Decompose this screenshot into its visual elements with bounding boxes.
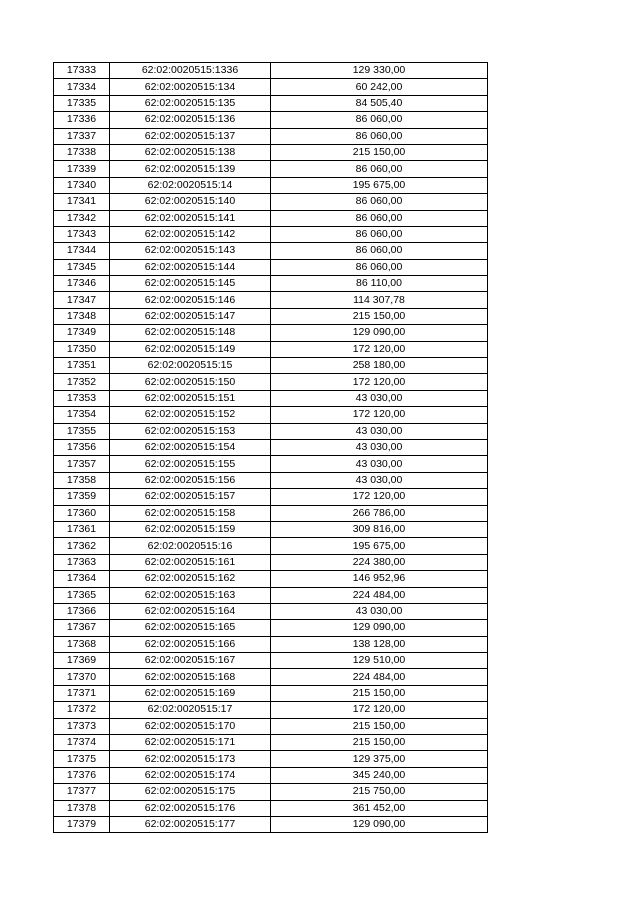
row-number-cell: 17352 xyxy=(54,374,110,390)
table-row xyxy=(54,144,488,160)
cadastral-number-cell: 62:02:0020515:154 xyxy=(110,439,271,455)
cadastral-number-cell: 62:02:0020515:1336 xyxy=(110,63,271,79)
cadastral-number-cell: 62:02:0020515:152 xyxy=(110,407,271,423)
cadastral-number-cell: 62:02:0020515:168 xyxy=(110,669,271,685)
table-row xyxy=(54,505,488,521)
value-cell: 215 150,00 xyxy=(271,718,488,734)
table-row xyxy=(54,603,488,619)
row-number-cell: 17366 xyxy=(54,603,110,619)
value-cell: 43 030,00 xyxy=(271,423,488,439)
cadastral-number-cell: 62:02:0020515:139 xyxy=(110,161,271,177)
value-cell: 129 375,00 xyxy=(271,751,488,767)
table-row xyxy=(54,259,488,275)
row-number-cell: 17368 xyxy=(54,636,110,652)
row-number-cell: 17358 xyxy=(54,472,110,488)
cadastral-number-cell: 62:02:0020515:156 xyxy=(110,472,271,488)
cadastral-number-cell: 62:02:0020515:147 xyxy=(110,308,271,324)
cadastral-number-cell: 62:02:0020515:15 xyxy=(110,358,271,374)
cadastral-number-cell: 62:02:0020515:173 xyxy=(110,751,271,767)
table-row xyxy=(54,439,488,455)
table-row xyxy=(54,161,488,177)
table-row xyxy=(54,472,488,488)
row-number-cell: 17372 xyxy=(54,702,110,718)
table-row xyxy=(54,816,488,832)
table-row xyxy=(54,636,488,652)
table-row xyxy=(54,423,488,439)
row-number-cell: 17370 xyxy=(54,669,110,685)
value-cell: 266 786,00 xyxy=(271,505,488,521)
row-number-cell: 17367 xyxy=(54,620,110,636)
cadastral-number-cell: 62:02:0020515:150 xyxy=(110,374,271,390)
value-cell: 114 307,78 xyxy=(271,292,488,308)
value-cell: 215 750,00 xyxy=(271,784,488,800)
cadastral-number-cell: 62:02:0020515:162 xyxy=(110,571,271,587)
cadastral-number-cell: 62:02:0020515:135 xyxy=(110,95,271,111)
value-cell: 146 952,96 xyxy=(271,571,488,587)
cadastral-number-cell: 62:02:0020515:167 xyxy=(110,653,271,669)
table-row xyxy=(54,456,488,472)
row-number-cell: 17344 xyxy=(54,243,110,259)
cadastral-number-cell: 62:02:0020515:140 xyxy=(110,194,271,210)
table-row xyxy=(54,177,488,193)
table-row xyxy=(54,292,488,308)
row-number-cell: 17342 xyxy=(54,210,110,226)
value-cell: 215 150,00 xyxy=(271,735,488,751)
row-number-cell: 17360 xyxy=(54,505,110,521)
row-number-cell: 17340 xyxy=(54,177,110,193)
cadastral-number-cell: 62:02:0020515:149 xyxy=(110,341,271,357)
table-row xyxy=(54,571,488,587)
value-cell: 138 128,00 xyxy=(271,636,488,652)
row-number-cell: 17334 xyxy=(54,79,110,95)
table-row xyxy=(54,669,488,685)
cadastral-number-cell: 62:02:0020515:163 xyxy=(110,587,271,603)
table-row xyxy=(54,226,488,242)
value-cell: 195 675,00 xyxy=(271,177,488,193)
row-number-cell: 17347 xyxy=(54,292,110,308)
cadastral-number-cell: 62:02:0020515:14 xyxy=(110,177,271,193)
row-number-cell: 17348 xyxy=(54,308,110,324)
value-cell: 84 505,40 xyxy=(271,95,488,111)
cadastral-number-cell: 62:02:0020515:136 xyxy=(110,112,271,128)
row-number-cell: 17333 xyxy=(54,63,110,79)
cadastral-value-table xyxy=(53,62,488,833)
cadastral-number-cell: 62:02:0020515:144 xyxy=(110,259,271,275)
value-cell: 86 060,00 xyxy=(271,128,488,144)
cadastral-number-cell: 62:02:0020515:137 xyxy=(110,128,271,144)
cadastral-number-cell: 62:02:0020515:17 xyxy=(110,702,271,718)
row-number-cell: 17354 xyxy=(54,407,110,423)
value-cell: 172 120,00 xyxy=(271,407,488,423)
cadastral-number-cell: 62:02:0020515:145 xyxy=(110,276,271,292)
table-row xyxy=(54,735,488,751)
cadastral-number-cell: 62:02:0020515:157 xyxy=(110,489,271,505)
row-number-cell: 17337 xyxy=(54,128,110,144)
cadastral-number-cell: 62:02:0020515:16 xyxy=(110,538,271,554)
row-number-cell: 17371 xyxy=(54,685,110,701)
value-cell: 86 060,00 xyxy=(271,194,488,210)
table-row xyxy=(54,407,488,423)
table-row xyxy=(54,128,488,144)
row-number-cell: 17365 xyxy=(54,587,110,603)
table-row xyxy=(54,210,488,226)
value-cell: 215 150,00 xyxy=(271,685,488,701)
table-row xyxy=(54,620,488,636)
table-row xyxy=(54,341,488,357)
value-cell: 172 120,00 xyxy=(271,374,488,390)
table-row xyxy=(54,194,488,210)
row-number-cell: 17373 xyxy=(54,718,110,734)
table-body xyxy=(54,63,488,833)
value-cell: 129 330,00 xyxy=(271,63,488,79)
table-row xyxy=(54,276,488,292)
value-cell: 224 380,00 xyxy=(271,554,488,570)
table-row xyxy=(54,751,488,767)
value-cell: 172 120,00 xyxy=(271,489,488,505)
row-number-cell: 17377 xyxy=(54,784,110,800)
cadastral-number-cell: 62:02:0020515:161 xyxy=(110,554,271,570)
table-row xyxy=(54,784,488,800)
row-number-cell: 17343 xyxy=(54,226,110,242)
value-cell: 129 090,00 xyxy=(271,620,488,636)
value-cell: 258 180,00 xyxy=(271,358,488,374)
value-cell: 172 120,00 xyxy=(271,341,488,357)
row-number-cell: 17355 xyxy=(54,423,110,439)
table-row xyxy=(54,308,488,324)
table-row xyxy=(54,554,488,570)
table-row xyxy=(54,374,488,390)
table-row xyxy=(54,63,488,79)
table-row xyxy=(54,702,488,718)
value-cell: 215 150,00 xyxy=(271,144,488,160)
value-cell: 43 030,00 xyxy=(271,603,488,619)
row-number-cell: 17363 xyxy=(54,554,110,570)
row-number-cell: 17364 xyxy=(54,571,110,587)
cadastral-number-cell: 62:02:0020515:151 xyxy=(110,390,271,406)
table-row xyxy=(54,79,488,95)
row-number-cell: 17357 xyxy=(54,456,110,472)
cadastral-number-cell: 62:02:0020515:142 xyxy=(110,226,271,242)
cadastral-number-cell: 62:02:0020515:171 xyxy=(110,735,271,751)
row-number-cell: 17356 xyxy=(54,439,110,455)
row-number-cell: 17335 xyxy=(54,95,110,111)
value-cell: 345 240,00 xyxy=(271,767,488,783)
row-number-cell: 17374 xyxy=(54,735,110,751)
table-row xyxy=(54,718,488,734)
table-row xyxy=(54,243,488,259)
value-cell: 86 060,00 xyxy=(271,161,488,177)
cadastral-number-cell: 62:02:0020515:174 xyxy=(110,767,271,783)
table-row xyxy=(54,390,488,406)
cadastral-number-cell: 62:02:0020515:158 xyxy=(110,505,271,521)
table-row xyxy=(54,685,488,701)
value-cell: 86 060,00 xyxy=(271,210,488,226)
value-cell: 361 452,00 xyxy=(271,800,488,816)
value-cell: 60 242,00 xyxy=(271,79,488,95)
row-number-cell: 17341 xyxy=(54,194,110,210)
cadastral-number-cell: 62:02:0020515:148 xyxy=(110,325,271,341)
cadastral-number-cell: 62:02:0020515:141 xyxy=(110,210,271,226)
cadastral-number-cell: 62:02:0020515:176 xyxy=(110,800,271,816)
cadastral-number-cell: 62:02:0020515:175 xyxy=(110,784,271,800)
row-number-cell: 17351 xyxy=(54,358,110,374)
row-number-cell: 17375 xyxy=(54,751,110,767)
row-number-cell: 17338 xyxy=(54,144,110,160)
value-cell: 43 030,00 xyxy=(271,456,488,472)
table-row xyxy=(54,112,488,128)
cadastral-number-cell: 62:02:0020515:153 xyxy=(110,423,271,439)
value-cell: 86 060,00 xyxy=(271,243,488,259)
value-cell: 224 484,00 xyxy=(271,669,488,685)
table-row xyxy=(54,800,488,816)
row-number-cell: 17339 xyxy=(54,161,110,177)
value-cell: 129 510,00 xyxy=(271,653,488,669)
row-number-cell: 17362 xyxy=(54,538,110,554)
cadastral-number-cell: 62:02:0020515:146 xyxy=(110,292,271,308)
value-cell: 129 090,00 xyxy=(271,816,488,832)
row-number-cell: 17350 xyxy=(54,341,110,357)
table-row xyxy=(54,358,488,374)
cadastral-number-cell: 62:02:0020515:159 xyxy=(110,521,271,537)
cadastral-number-cell: 62:02:0020515:134 xyxy=(110,79,271,95)
document-page xyxy=(53,62,487,833)
value-cell: 43 030,00 xyxy=(271,439,488,455)
value-cell: 86 110,00 xyxy=(271,276,488,292)
value-cell: 195 675,00 xyxy=(271,538,488,554)
value-cell: 86 060,00 xyxy=(271,259,488,275)
row-number-cell: 17359 xyxy=(54,489,110,505)
table-row xyxy=(54,587,488,603)
row-number-cell: 17369 xyxy=(54,653,110,669)
cadastral-number-cell: 62:02:0020515:170 xyxy=(110,718,271,734)
value-cell: 309 816,00 xyxy=(271,521,488,537)
row-number-cell: 17349 xyxy=(54,325,110,341)
cadastral-number-cell: 62:02:0020515:165 xyxy=(110,620,271,636)
table-row xyxy=(54,653,488,669)
cadastral-number-cell: 62:02:0020515:166 xyxy=(110,636,271,652)
table-row xyxy=(54,538,488,554)
row-number-cell: 17346 xyxy=(54,276,110,292)
table-row xyxy=(54,521,488,537)
table-row xyxy=(54,95,488,111)
cadastral-number-cell: 62:02:0020515:164 xyxy=(110,603,271,619)
value-cell: 215 150,00 xyxy=(271,308,488,324)
cadastral-number-cell: 62:02:0020515:169 xyxy=(110,685,271,701)
table-row xyxy=(54,489,488,505)
value-cell: 224 484,00 xyxy=(271,587,488,603)
cadastral-number-cell: 62:02:0020515:155 xyxy=(110,456,271,472)
row-number-cell: 17378 xyxy=(54,800,110,816)
cadastral-number-cell: 62:02:0020515:138 xyxy=(110,144,271,160)
table-row xyxy=(54,325,488,341)
row-number-cell: 17345 xyxy=(54,259,110,275)
value-cell: 86 060,00 xyxy=(271,226,488,242)
cadastral-number-cell: 62:02:0020515:177 xyxy=(110,816,271,832)
row-number-cell: 17336 xyxy=(54,112,110,128)
row-number-cell: 17379 xyxy=(54,816,110,832)
value-cell: 172 120,00 xyxy=(271,702,488,718)
cadastral-number-cell: 62:02:0020515:143 xyxy=(110,243,271,259)
row-number-cell: 17353 xyxy=(54,390,110,406)
table-row xyxy=(54,767,488,783)
row-number-cell: 17376 xyxy=(54,767,110,783)
row-number-cell: 17361 xyxy=(54,521,110,537)
value-cell: 43 030,00 xyxy=(271,390,488,406)
value-cell: 86 060,00 xyxy=(271,112,488,128)
value-cell: 129 090,00 xyxy=(271,325,488,341)
value-cell: 43 030,00 xyxy=(271,472,488,488)
